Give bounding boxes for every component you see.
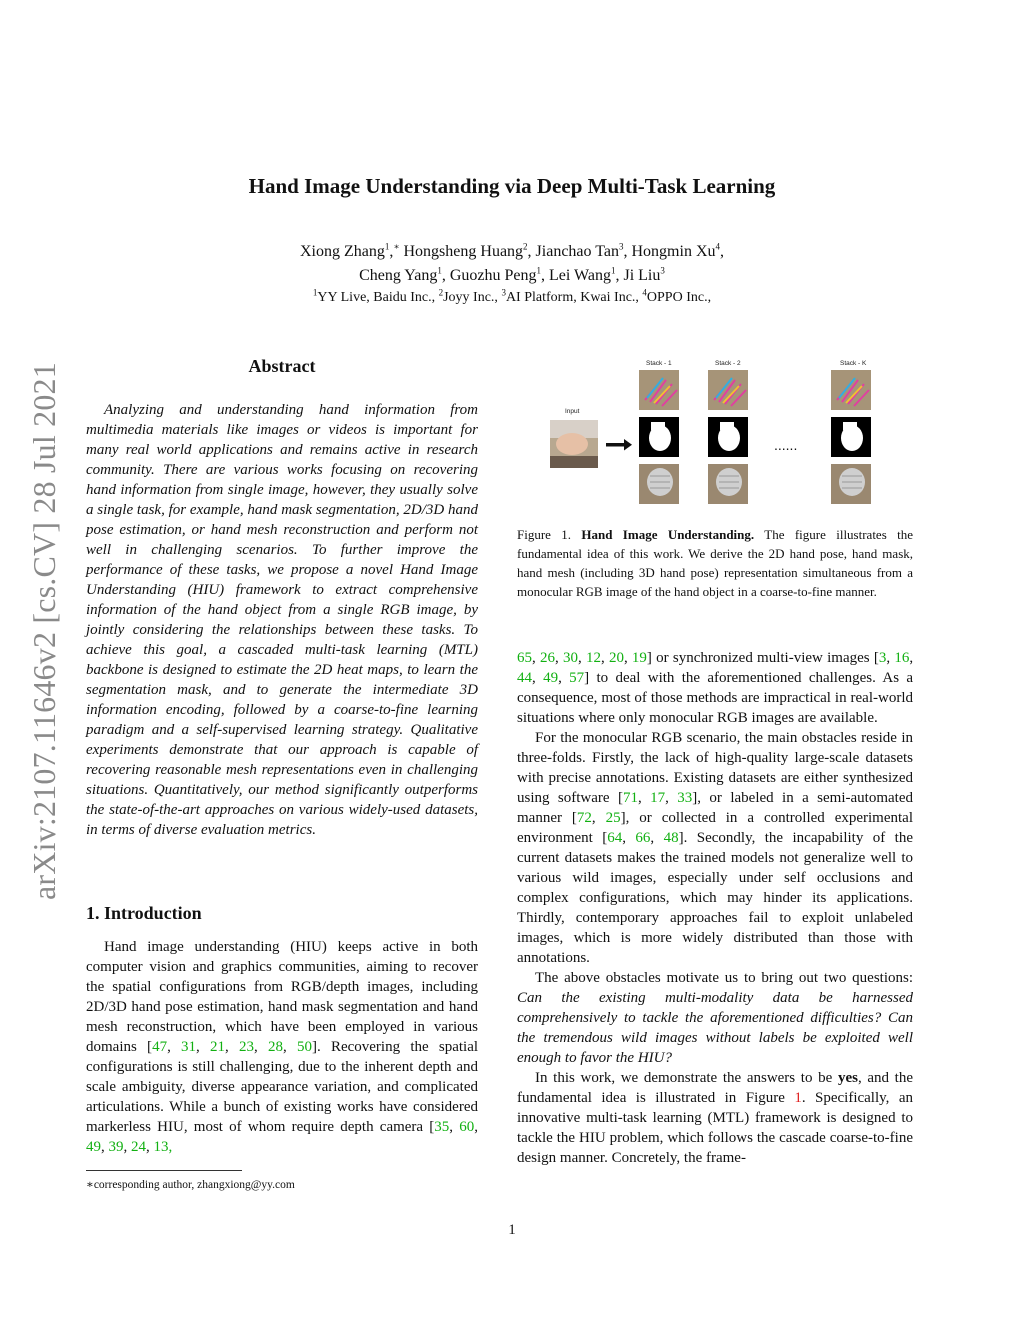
citation[interactable]: 65 (517, 650, 532, 666)
stack-label-2: Stack - 2 (715, 360, 741, 367)
stack-k-mesh (831, 464, 871, 504)
text: . Specifically, an innovative multi-task learning (MTL) framework is designed to tackle the HIU problem, which follows the cascade coarse-to-fine design manner. Concretely, the frame- (517, 1090, 913, 1166)
citation[interactable]: 71 (622, 790, 638, 806)
stack-k-pose (831, 370, 871, 410)
stack-k-mask (831, 417, 871, 457)
stack-label-1: Stack - 1 (646, 360, 672, 367)
text: The above obstacles motivate us to bring out two questions: (535, 970, 913, 986)
stack-2-mesh (708, 464, 748, 504)
citation[interactable]: 28 (268, 1039, 283, 1055)
stack-2-mask (708, 417, 748, 457)
text: In this work, we demonstrate the answers to be (535, 1070, 838, 1086)
caption-text: The figure illustrates the fundamental idea of this work. We derive the 2D hand pose, hand mask, hand mesh (including 3D hand pose) representation simultaneous from a monocular RGB image of the hand object in a coarse-to-fine manner. (517, 527, 913, 599)
citation[interactable]: 16 (894, 650, 910, 666)
paragraph-continued: 65, 26, 30, 12, 20, 19] or synchronized multi-view images [3, 16, 44, 49, 57] to deal with the aforementioned challenges. As a consequence, most of those methods are impractical in real-world situations where only monocular RGB images are available. (517, 650, 914, 726)
citation[interactable]: 17 (650, 790, 666, 806)
citation[interactable]: 13, (153, 1139, 173, 1155)
citation[interactable]: 31 (181, 1039, 197, 1055)
citation[interactable]: 3 (878, 650, 887, 666)
text: ] or synchronized multi-view images [ (646, 650, 879, 666)
paragraph-obstacles: For the monocular RGB scenario, the main obstacles reside in three-folds. Firstly, the lack of high-quality large-scale datasets with precise annotations. Existing datasets are either synthesized using software [71, 17, 33], or labeled in a semi-automated manner [72, 25], or collected in a controlled experimental environment [64, 66, 48]. Secondly, the incapability of the current datasets makes the trained models not generalize well to various wild images, especially under self occlusions and complex configurations, which may hinder its applications. Thirdly, contemporary approaches fail to exploit unlabeled images, which is more widely distributed than those with annotations. (517, 730, 913, 966)
right-column-text (517, 648, 913, 1168)
stack-2-pose (708, 370, 748, 410)
citation[interactable]: 33 (677, 790, 693, 806)
abstract-text: Analyzing and understanding hand information from multimedia materials like images or videos is important for many real world applications and remains active in research community. There are various works focusing on recovering hand information from single image, however, they usually solve a single task, for example, hand mask segmentation, 2D/3D hand pose estimation, or hand mesh reconstruction and perform not well in challenging scenarios. To further improve the performance of these tasks, we propose a novel Hand Image Understanding (HIU) framework to extract comprehensive information of the hand object from a single RGB image, by jointly considering the relationships between these tasks. To achieve this goal, a cascaded multi-task learning (MTL) backbone is designed to estimate the 2D heat maps, to learn the segmentation mask, and to generate the intermediate 3D information encoding, followed by a coarse-to-fine learning paradigm and a self-supervised learning strategy. Qualitative experiments demonstrate that our approach is capable of recovering reasonable mesh representations even in challenging situations. Quantitatively, our method significantly outperforms the state-of-the-art approaches on various widely-used datasets, in terms of diverse evaluation metrics. (86, 402, 478, 838)
citation[interactable]: 66 (635, 830, 651, 846)
input-hand-image (550, 420, 598, 468)
figure-reference[interactable]: 1 (794, 1090, 802, 1106)
citation[interactable]: 47 (152, 1039, 168, 1055)
figure-1-caption (517, 525, 913, 601)
citation[interactable]: 21 (210, 1039, 226, 1055)
footnote-rule (86, 1170, 242, 1171)
citation[interactable]: 12 (585, 650, 601, 666)
authors-line-1: Xiong Zhang$^1$,∗ Hongsheng Huang$^2$, Jianchao Tan$^3$, Hongmin Xu$^4$, (300, 241, 724, 260)
intro-text-a: Hand image understanding (HIU) keeps active in both computer vision and graphics communities, aiming to recover the spatial configurations from RGB/depth images, including 2D/3D hand pose estimation, hand mask segmentation and hand mesh reconstruction, which have been employed in various domains [ (86, 939, 478, 1055)
section-heading-introduction: 1. Introduction (86, 903, 202, 923)
paragraph-questions (517, 968, 913, 1068)
citation[interactable]: 24 (131, 1139, 146, 1155)
citation[interactable]: 26 (539, 650, 555, 666)
authors-line-2: Cheng Yang$^1$, Guozhu Peng$^1$, Lei Wang$^1$, Ji Liu$^3$ (359, 265, 665, 284)
introduction-paragraph: Hand image understanding (HIU) keeps active in both computer vision and graphics communities, aiming to recover the spatial configurations from RGB/depth images, including 2D/3D hand pose estimation, hand mask segmentation and hand mesh reconstruction, which have been employed in various domains [47, 31, 21, 23, 28, 50]. Recovering the spatial configurations is still challenging, due to the inherent depth and scale ambiguity, diverse appearance variation, and complicated articulations. While a bunch of existing works have considered markerless HIU, most of whom require depth camera [35, 60, 49, 39, 24, 13, (86, 939, 479, 1155)
figure-1-diagram (520, 356, 912, 504)
text: ] to deal with the aforementioned challenges. As a consequence, most of those methods are impractical in real-world situations where only monocular RGB images are available. (517, 670, 914, 726)
italic-questions: Can the existing multi-modality data be harnessed comprehensively to tackle the aforementioned difficulties? Can the tremendous wild images without labels be exploited well enough to favor the HIU? (517, 990, 913, 1066)
text: , and the fundamental idea is illustrated in Figure (517, 1070, 914, 1106)
input-label: Input (565, 408, 580, 415)
citation[interactable]: 49 (543, 670, 559, 686)
citation[interactable]: 35 (434, 1119, 450, 1135)
citation[interactable]: 39 (108, 1139, 124, 1155)
stack-1-pose (639, 370, 679, 410)
page-number: 1 (508, 1222, 516, 1238)
caption-bold: Hand Image Understanding. (581, 527, 755, 542)
citation[interactable]: 44 (517, 670, 532, 686)
citation[interactable]: 19 (631, 650, 647, 666)
citation[interactable]: 50 (296, 1039, 312, 1055)
text: ], or collected in a controlled experimental environment [ (517, 810, 913, 846)
ellipsis-dots: ...... (774, 437, 798, 453)
citation[interactable]: 64 (607, 830, 623, 846)
citation[interactable]: 72 (576, 810, 592, 826)
paper-title: Hand Image Understanding via Deep Multi-Task Learning (248, 174, 776, 198)
citation[interactable]: 25 (605, 810, 621, 826)
stack-1-mesh (639, 464, 679, 504)
intro-text-b: ]. Recovering the spatial configurations is still challenging, due to the inherent depth and scale ambiguity, diverse appearance variation, and complicated articulations. While a bunch of existing works have considered markerless HIU, most of whom require depth camera [ (86, 1039, 479, 1135)
footnote: ∗corresponding author, zhangxiong@yy.com (86, 1179, 295, 1191)
abstract-heading: Abstract (248, 356, 316, 376)
text: ], or labeled in a semi-automated manner [ (517, 790, 913, 826)
affiliations: $^1$YY Live, Baidu Inc., $^2$Joyy Inc., $^3$AI Platform, Kwai Inc., $^4$OPPO Inc., (312, 287, 712, 305)
citation[interactable]: 57 (569, 670, 585, 686)
citation[interactable]: 49 (86, 1139, 101, 1155)
text: For the monocular RGB scenario, the main obstacles reside in three-folds. Firstly, the lack of high-quality large-scale datasets with precise annotations. Existing datasets are either synthesized using software [ (517, 730, 913, 806)
caption-prefix: Figure 1. (517, 527, 582, 542)
stack-1-mask (639, 417, 679, 457)
citation[interactable]: 48 (663, 830, 679, 846)
citation[interactable]: 60 (459, 1119, 475, 1135)
citation[interactable]: 30 (562, 650, 578, 666)
citation[interactable]: 20 (608, 650, 624, 666)
stack-label-k: Stack - K (840, 360, 867, 367)
bold-yes: yes (837, 1070, 858, 1086)
arrow-icon (606, 439, 632, 451)
paragraph-this-work (517, 1068, 913, 1168)
citation[interactable]: 23 (239, 1039, 255, 1055)
arxiv-identifier: arXiv:2107.11646v2 [cs.CV] 28 Jul 2021 (26, 362, 62, 900)
text: ]. Secondly, the incapability of the current datasets makes the trained models not generalize well to various wild images, especially under self occlusions and complex configurations, which may hinder its applications. Thirdly, contemporary approaches fail to exploit unlabeled images, which is more widely distributed than those with annotations. (517, 830, 913, 966)
